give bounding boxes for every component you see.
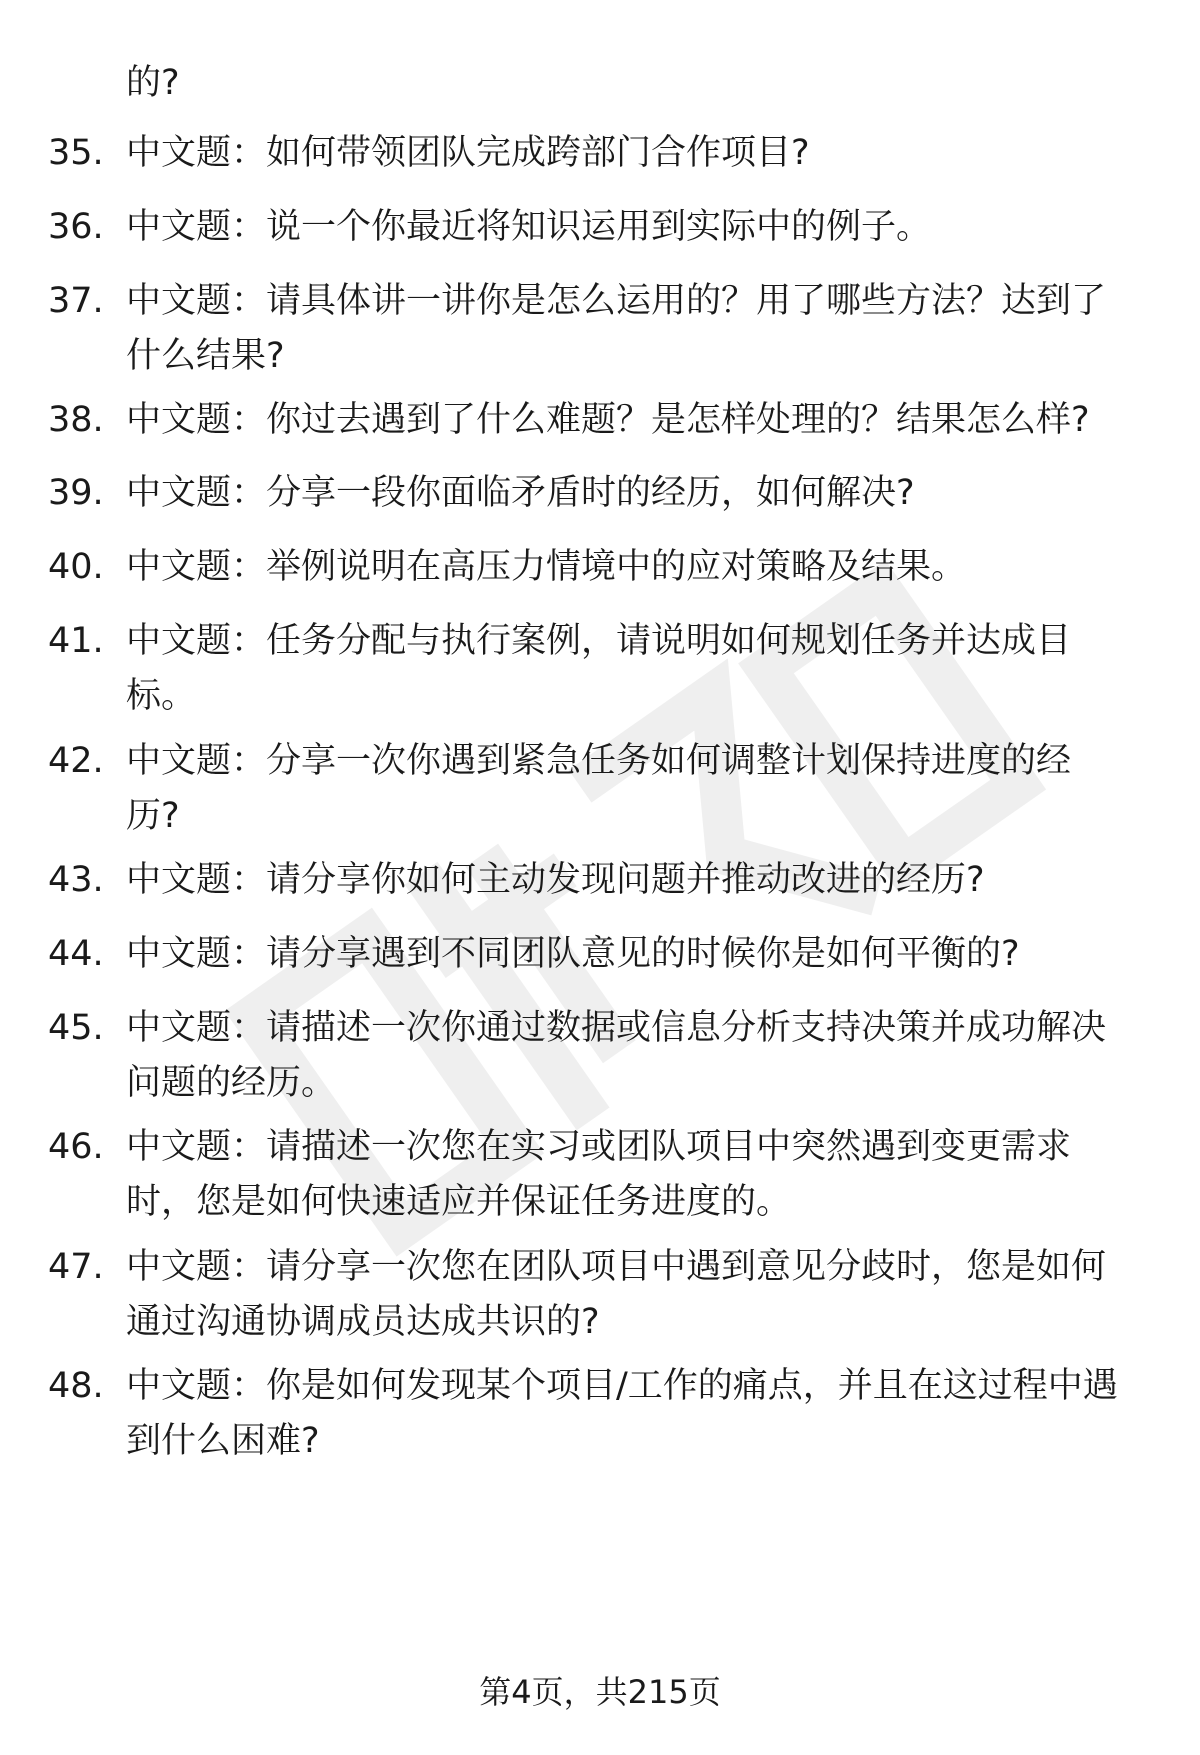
- item-number: 48.: [48, 1366, 104, 1406]
- item-number: 39.: [48, 473, 104, 513]
- item-number: 37.: [48, 281, 104, 321]
- item-text: 中文题：请分享一次您在团队项目中遇到意见分歧时，您是如何 通过沟通协调成员达成共识的?: [126, 1247, 1107, 1342]
- item-number: 35.: [48, 133, 104, 173]
- item-number: 45.: [48, 1008, 104, 1048]
- item-number: 42.: [48, 741, 104, 781]
- item-text: 中文题：请分享你如何主动发现问题并推动改进的经历?: [126, 860, 985, 900]
- item-number: 36.: [48, 207, 104, 247]
- item-text: 中文题：举例说明在高压力情境中的应对策略及结果。: [126, 547, 967, 587]
- item-text: 中文题：请具体讲一讲你是怎么运用的？用了哪些方法？达到了 什么结果?: [126, 281, 1107, 376]
- item-text: 中文题：分享一段你面临矛盾时的经历，如何解决?: [126, 473, 915, 513]
- item-text: 中文题：你是如何发现某个项目/工作的痛点，并且在这过程中遇 到什么困难?: [126, 1366, 1118, 1461]
- item-number: 46.: [48, 1127, 104, 1167]
- continuation-text: 的?: [126, 63, 180, 103]
- item-number: 38.: [48, 400, 104, 440]
- item-text: 中文题：任务分配与执行案例，请说明如何规划任务并达成目 标。: [126, 621, 1072, 716]
- item-text: 中文题：说一个你最近将知识运用到实际中的例子。: [126, 207, 932, 247]
- item-text: 中文题：分享一次你遇到紧急任务如何调整计划保持进度的经 历?: [126, 741, 1072, 836]
- item-number: 43.: [48, 860, 104, 900]
- item-text: 中文题：请分享遇到不同团队意见的时候你是如何平衡的?: [126, 934, 1020, 974]
- item-number: 47.: [48, 1247, 104, 1287]
- item-text: 中文题：请描述一次你通过数据或信息分析支持决策并成功解决 问题的经历。: [126, 1008, 1107, 1103]
- item-text: 中文题：请描述一次您在实习或团队项目中突然遇到变更需求 时，您是如何快速适应并保证任务进度的。: [126, 1127, 1072, 1222]
- item-number: 41.: [48, 621, 104, 661]
- page-number-footer: 第4页，共215页: [479, 1673, 721, 1711]
- item-number: 44.: [48, 934, 104, 974]
- item-number: 40.: [48, 547, 104, 587]
- item-text: 中文题：如何带领团队完成跨部门合作项目?: [126, 133, 810, 173]
- item-text: 中文题：你过去遇到了什么难题？是怎样处理的？结果怎么样?: [126, 400, 1090, 440]
